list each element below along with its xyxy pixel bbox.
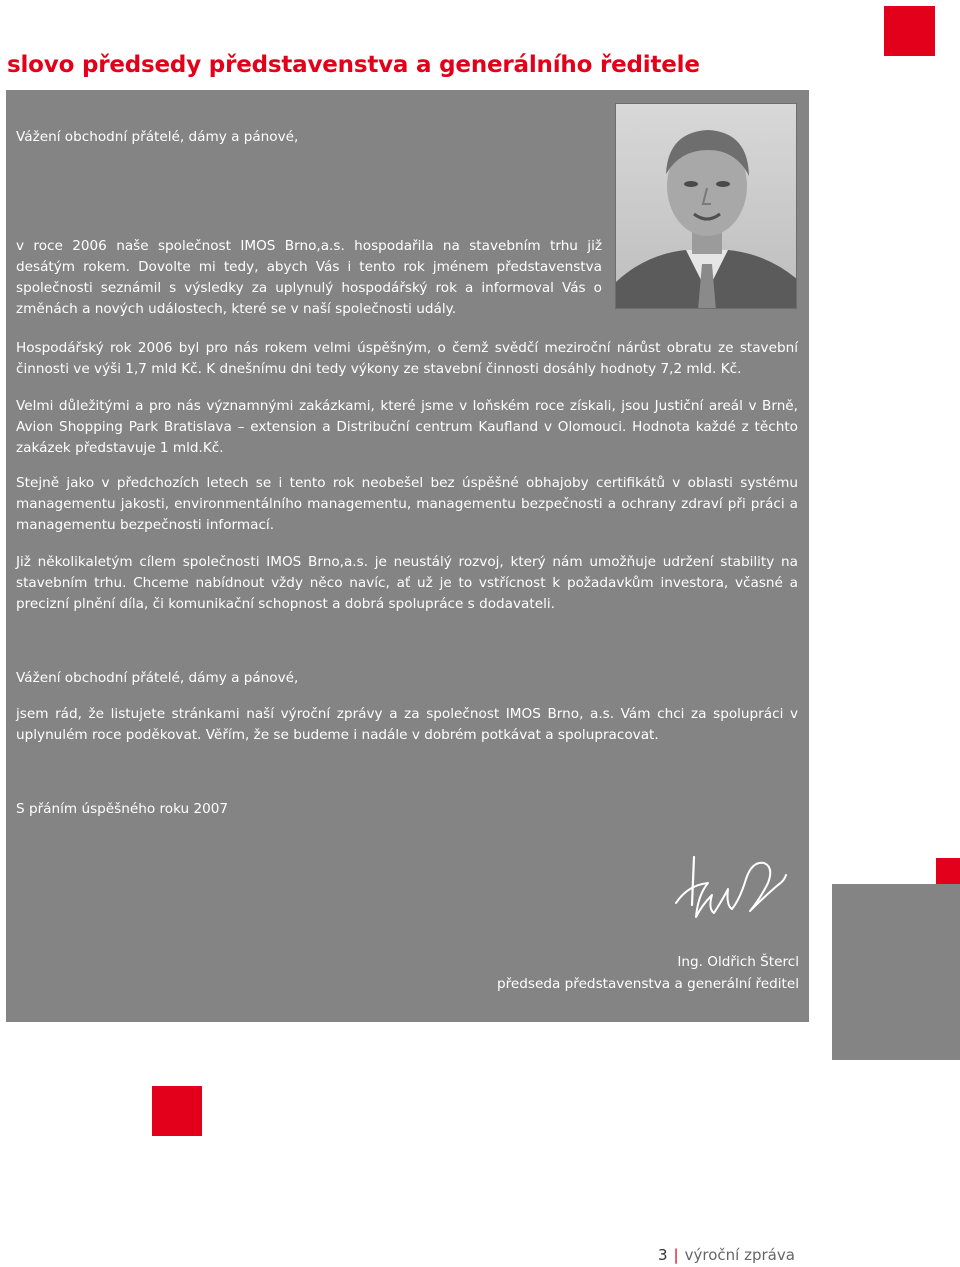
paragraph-goal: Již několikaletým cílem společnosti IMOS Brno,a.s. je neustálý rozvoj, který nám umožňuje udržení stability na stavebním trhu. Chceme nabídnout vždy něco navíc, ať už je to vstřícnost k požadavkům investora, včasné a precizní plnění díla, či komunikační schopnost a dobrá spolupráce s dodavateli. bbox=[16, 554, 798, 612]
signature-role: předseda představenstva a generální ředitel bbox=[497, 976, 799, 992]
signature-icon bbox=[668, 855, 793, 945]
paragraph-economy: Hospodářský rok 2006 byl pro nás rokem velmi úspěšným, o čemž svědčí meziroční nárůst obratu ze stavební činnosti ve výši 1,7 mld Kč. K dnešnímu dni tedy výkony ze stavební činnosti dosáhly hodnoty 7,2 mld. Kč. bbox=[16, 340, 798, 377]
page-title: slovo předsedy představenstva a generálního ředitele bbox=[7, 52, 700, 78]
letter-panel bbox=[6, 90, 809, 1022]
footer-label: výroční zpráva bbox=[684, 1246, 795, 1264]
decorative-red-square bbox=[936, 858, 960, 884]
paragraph-intro: v roce 2006 naše společnost IMOS Brno,a.s. hospodařila na stavebním trhu již desátým rokem. Dovolte mi tedy, abych Vás i tento rok jménem představenstva společnosti seznámil s výsledky za uplynulý hospodářský rok a informoval Vás o změnách a nových událostech, které se v naší společnosti udály. bbox=[16, 238, 602, 317]
signature-name: Ing. Oldřich Štercl bbox=[677, 954, 799, 970]
decorative-grey-block bbox=[832, 884, 960, 1060]
paragraph-thanks: jsem rád, že listujete stránkami naší výroční zprávy a za společnost IMOS Brno, a.s. Vám chci za spolupráci v uplynulém roce poděkovat. Věřím, že se budeme i nadále v dobrém potkávat a spolupracovat. bbox=[16, 706, 798, 743]
closing-wish: S přáním úspěšného roku 2007 bbox=[16, 801, 229, 817]
decorative-red-square bbox=[152, 1086, 202, 1136]
page-number: 3 bbox=[658, 1246, 668, 1264]
footer-divider: | bbox=[673, 1246, 679, 1264]
greeting: Vážení obchodní přátelé, dámy a pánové, bbox=[16, 129, 299, 145]
decorative-red-square bbox=[884, 6, 935, 56]
greeting-second: Vážení obchodní přátelé, dámy a pánové, bbox=[16, 670, 299, 686]
page-footer bbox=[658, 1246, 795, 1264]
paragraph-certificates: Stejně jako v předchozích letech se i tento rok neobešel bez úspěšné obhajoby certifikátů v oblasti systému managementu jakosti, environmentálního managementu, managementu bezpečnosti a ochrany zdraví při práci a managementu bezpečnosti informací. bbox=[16, 475, 798, 533]
paragraph-contracts: Velmi důležitými a pro nás významnými zakázkami, které jsme v loňském roce získali, jsou Justiční areál v Brně, Avion Shopping Park Bratislava – extension a Distribuční centrum Kaufland v Olomouci. Hodnota každé z těchto zakázek představuje 1 mld.Kč. bbox=[16, 398, 798, 456]
